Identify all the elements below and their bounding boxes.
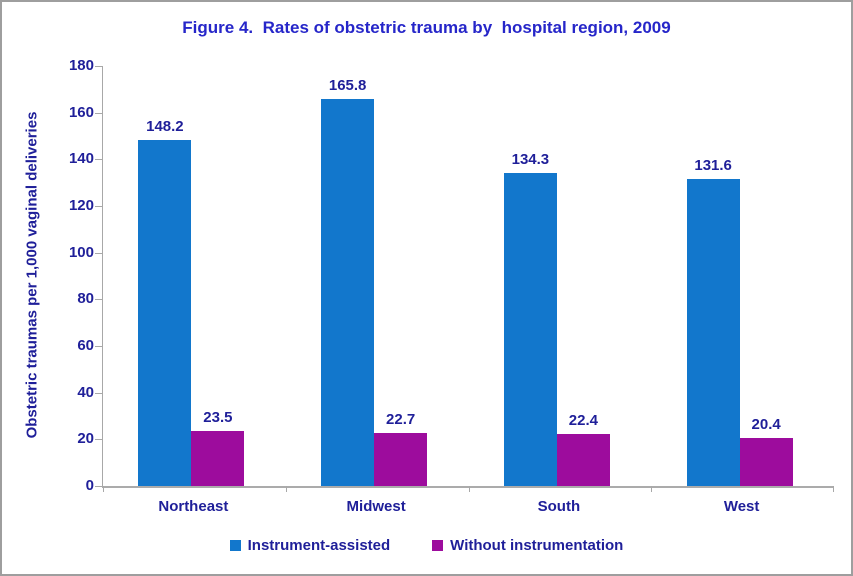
y-axis-tick-mark bbox=[95, 113, 102, 114]
y-axis-title: Obstetric traumas per 1,000 vaginal deliveries bbox=[23, 111, 41, 439]
y-tick-label: 140 bbox=[68, 150, 94, 168]
category-cell bbox=[286, 66, 469, 486]
chart-title: Figure 4. Rates of obstetric trauma by hospital region, 2009 bbox=[182, 18, 671, 37]
bar-without-instrumentation bbox=[374, 411, 427, 486]
bar-value-label: 165.8 bbox=[328, 77, 367, 95]
bar-value-label: 23.5 bbox=[203, 409, 233, 427]
bar-value-label: 20.4 bbox=[751, 416, 781, 434]
y-axis-tick-mark bbox=[95, 439, 102, 440]
legend-label: Without instrumentation bbox=[450, 537, 624, 554]
bar-instrument-assisted bbox=[687, 156, 740, 486]
legend-label: Instrument-assisted bbox=[247, 537, 391, 554]
bar-pair bbox=[687, 66, 793, 486]
x-axis-tick-mark bbox=[469, 486, 470, 492]
legend-swatch-icon bbox=[230, 540, 241, 551]
y-axis-tick-mark bbox=[95, 346, 102, 347]
legend-swatch-icon bbox=[432, 540, 443, 551]
x-category-label: West bbox=[723, 498, 760, 515]
bar-value-label: 134.3 bbox=[511, 150, 550, 168]
category-cell bbox=[469, 66, 652, 486]
y-tick-label: 120 bbox=[68, 197, 94, 215]
bar-value-label: 22.4 bbox=[568, 411, 598, 429]
bar-without-instrumentation bbox=[191, 409, 244, 486]
y-axis-tick-mark bbox=[95, 253, 102, 254]
bar-without-instrumentation bbox=[557, 411, 610, 486]
legend-item bbox=[230, 537, 391, 554]
y-axis-tick-mark bbox=[95, 393, 102, 394]
category-cell bbox=[103, 66, 286, 486]
x-axis-tick-mark bbox=[103, 486, 104, 492]
y-tick-label: 160 bbox=[68, 103, 94, 121]
bar-pair bbox=[504, 66, 610, 486]
bar-instrument-assisted bbox=[138, 118, 191, 486]
y-tick-label: 180 bbox=[68, 57, 94, 74]
bar-pair bbox=[138, 66, 244, 486]
x-category-label: Midwest bbox=[346, 498, 406, 515]
x-axis-tick-mark bbox=[286, 486, 287, 492]
y-axis-tick-mark bbox=[95, 206, 102, 207]
y-axis-tick-mark bbox=[95, 66, 102, 67]
bar-instrument-assisted bbox=[321, 77, 374, 486]
y-tick-label: 40 bbox=[77, 383, 94, 401]
plot-area bbox=[68, 57, 834, 494]
x-axis-tick-mark bbox=[833, 486, 834, 492]
legend bbox=[2, 537, 851, 554]
y-tick-label: 100 bbox=[68, 243, 94, 261]
bar-instrument-assisted bbox=[504, 150, 557, 486]
x-axis-labels bbox=[102, 498, 833, 518]
y-axis-tick-mark bbox=[95, 159, 102, 160]
y-tick-label: 0 bbox=[85, 477, 94, 494]
y-axis-tick-mark bbox=[95, 486, 102, 487]
x-category-label: Northeast bbox=[158, 498, 229, 515]
y-tick-label: 80 bbox=[77, 290, 94, 308]
bar-value-label: 148.2 bbox=[146, 118, 184, 136]
legend-item bbox=[432, 537, 623, 554]
bar-value-label: 22.7 bbox=[386, 411, 416, 429]
category-cell bbox=[651, 66, 834, 486]
y-axis-tick-mark bbox=[95, 299, 102, 300]
y-tick-label: 20 bbox=[77, 430, 94, 448]
y-tick-label: 60 bbox=[77, 337, 94, 355]
bar-value-label: 131.6 bbox=[694, 156, 732, 174]
x-category-label: South bbox=[537, 498, 581, 515]
bar-pair bbox=[321, 66, 427, 486]
bar-without-instrumentation bbox=[740, 416, 793, 486]
x-axis-tick-mark bbox=[651, 486, 652, 492]
